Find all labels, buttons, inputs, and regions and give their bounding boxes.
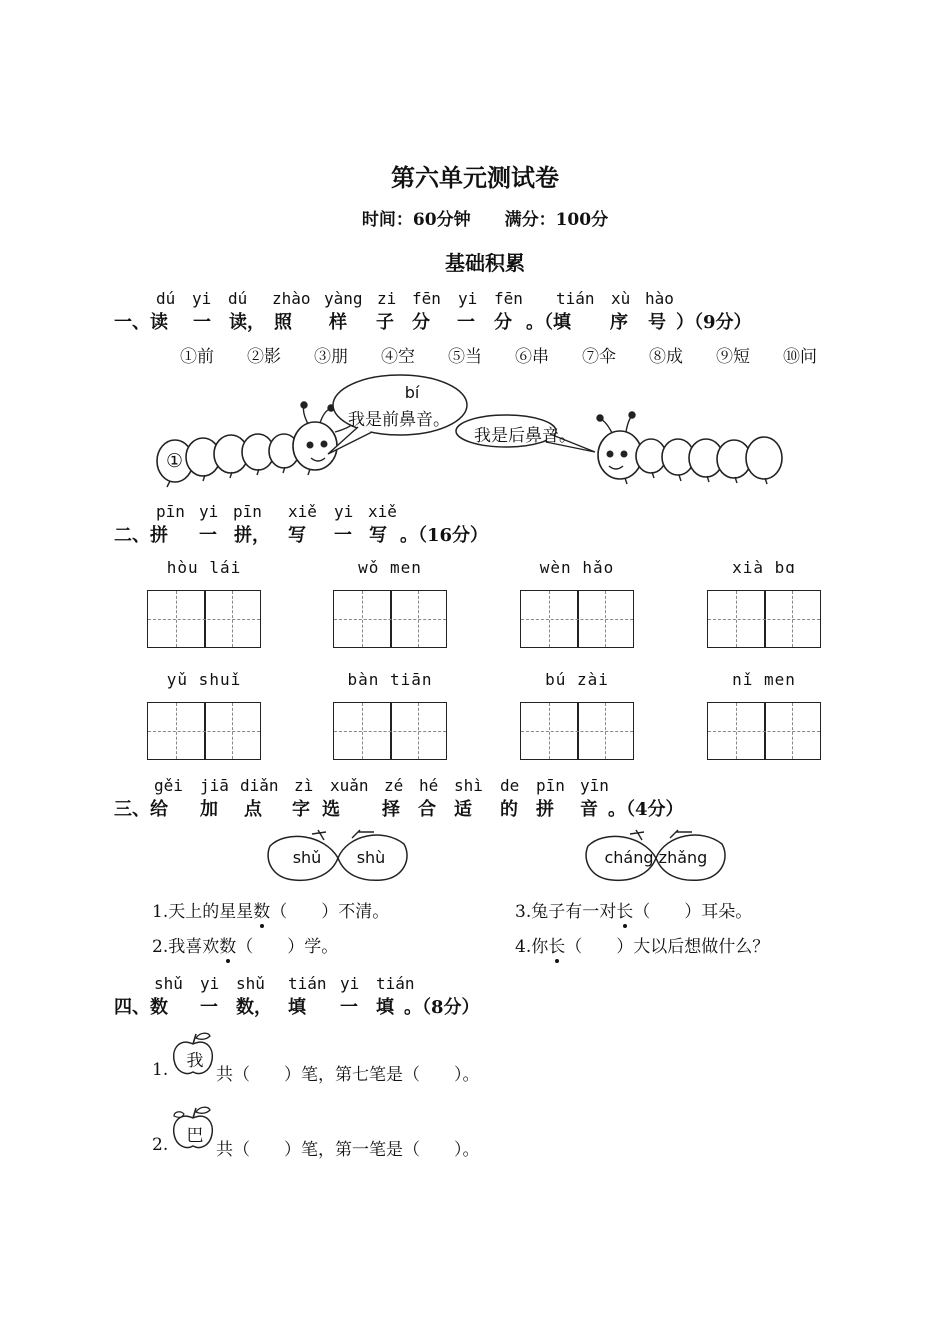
pinyin: yi <box>458 289 478 308</box>
bubble-back-nasal: 我是后鼻音。 <box>474 426 576 446</box>
sentence-1: 1.天上的星星数（ ）不清。 <box>152 902 390 922</box>
page-title: 第六单元测试卷 <box>391 163 559 192</box>
option: ⑤当 <box>448 347 482 367</box>
dotted-char: 长 <box>616 902 634 922</box>
pinyin: fēn <box>412 289 441 308</box>
answer-blank[interactable]: （ ）大以后想做什么？ <box>565 937 770 957</box>
option: ⑦伞 <box>582 347 616 367</box>
answer-blank[interactable]: （ ）耳朵。 <box>633 902 753 922</box>
stroke-question-1[interactable]: 共（ ）笔，第七笔是（ ）。 <box>216 1065 480 1085</box>
pinyin: fēn <box>494 289 523 308</box>
answer-blank[interactable]: （ ）不清。 <box>270 902 390 922</box>
writing-grid[interactable] <box>707 702 821 760</box>
dotted-char: 长 <box>548 937 566 957</box>
pinyin: xù <box>611 289 631 308</box>
pinyin: zi <box>377 289 397 308</box>
option: ①前 <box>180 347 214 367</box>
option: ⑩问 <box>783 347 817 367</box>
pinyin: yàng <box>324 289 363 308</box>
bubble-front-nasal: 我是前鼻音。 <box>348 410 450 430</box>
option: ②影 <box>247 347 281 367</box>
option: ⑧成 <box>649 347 683 367</box>
pinyin: zhào <box>272 289 311 308</box>
question-1-heading: dú yi dú zhào yàng zi fēn yi fēn tián xù hào 一、读 一 读， 照 样 子 分 一 分 。（填 序 号 ）（9分） <box>114 289 752 333</box>
pinyin: dú <box>156 289 176 308</box>
section-heading: 基础积累 <box>445 251 525 275</box>
leaf-pinyin: shǔ <box>292 848 322 867</box>
option: ③朋 <box>314 347 348 367</box>
dotted-char: 数 <box>219 937 237 957</box>
apple-char: 我 <box>186 1051 204 1071</box>
sentence-2: 2.我喜欢数（ ）学。 <box>152 937 339 957</box>
bubble-pinyin: bí <box>404 383 420 402</box>
pinyin: yi <box>192 289 212 308</box>
writing-grid[interactable] <box>333 702 447 760</box>
caterpillar-answer-label: ① <box>166 450 184 472</box>
option: ⑨短 <box>716 347 750 367</box>
answer-blank[interactable]: （ ）学。 <box>236 937 339 957</box>
leaf-pinyin: shù <box>356 848 386 867</box>
writing-grid[interactable] <box>520 590 634 648</box>
writing-grid[interactable] <box>707 590 821 648</box>
stroke-question-2[interactable]: 共（ ）笔，第一笔是（ ）。 <box>216 1140 480 1160</box>
option: ⑥串 <box>515 347 549 367</box>
option: ④空 <box>381 347 415 367</box>
dotted-char: 数 <box>253 902 271 922</box>
sentence-4: 4.你长（ ）大以后想做什么？ <box>515 937 770 957</box>
stroke-item-2: 2. <box>152 1135 169 1155</box>
stroke-item-1: 1. <box>152 1060 169 1080</box>
pinyin: tián <box>556 289 595 308</box>
writing-grid[interactable] <box>520 702 634 760</box>
question-3-heading: gěi jiā diǎn zì xuǎn zé hé shì de pīn yīn 三、给 加 点 字 选 择 合 适 的 拼 音 。（4分） <box>114 776 684 820</box>
writing-grid[interactable] <box>333 590 447 648</box>
exam-info: 时间：60分钟 满分：100分 <box>361 210 609 230</box>
question-2-heading: pīn yi pīn xiě yi xiě 二、拼 一 拼， 写 一 写 。（16分） <box>114 502 489 546</box>
pinyin: dú <box>228 289 248 308</box>
leaf-pinyin: cháng <box>604 848 654 867</box>
sentence-3: 3.兔子有一对长（ ）耳朵。 <box>515 902 753 922</box>
apple-char: 巴 <box>186 1126 204 1146</box>
question-4-heading: shǔ yi shǔ tián yi tián 四、数 一 数， 填 一 填 。（8分） <box>114 974 480 1018</box>
pinyin: hào <box>645 289 674 308</box>
leaf-pinyin: zhǎng <box>658 848 708 867</box>
writing-grid[interactable] <box>147 590 261 648</box>
writing-grid[interactable] <box>147 702 261 760</box>
